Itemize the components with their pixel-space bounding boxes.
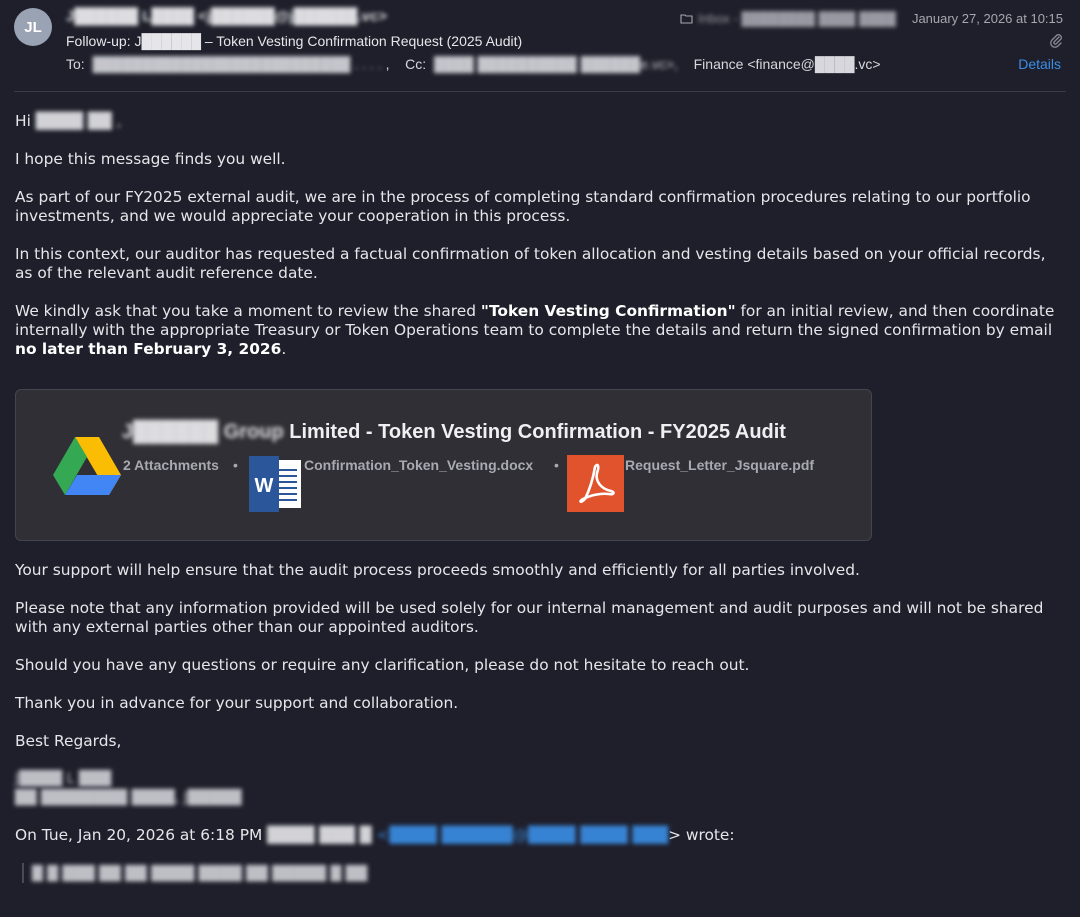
signature-name: J████ L ███ xyxy=(15,771,112,787)
attachment-card[interactable] xyxy=(15,389,872,541)
signature xyxy=(15,770,242,808)
p4-bold-deadline: no later than February 3, 2026 xyxy=(15,340,282,358)
greeting-name: ████ ██ , xyxy=(35,112,122,130)
sender-avatar[interactable]: JL xyxy=(14,8,52,46)
greeting xyxy=(15,112,1055,131)
p4-bold-doc-name: "Token Vesting Confirmation" xyxy=(480,302,736,320)
attachment-card-title[interactable] xyxy=(122,421,786,444)
quote-bar xyxy=(22,863,24,883)
message-date: January 27, 2026 at 10:15 xyxy=(911,11,1063,26)
sender-field[interactable] xyxy=(66,8,387,25)
paragraph-3: In this context, our auditor has requested a factual confirmation of token allocation and vesting details based on your official records, as of the relevant audit reference date. xyxy=(15,245,1046,282)
paragraph-5: Your support will help ensure that the audit process proceeds smoothly and efficiently for all parties involved. xyxy=(15,561,860,579)
google-drive-icon xyxy=(53,435,121,495)
quoted-text: █ █ ███ ██ ██ ████ ████ ██ █████ █ ██ xyxy=(32,866,368,882)
cc-label: Cc: xyxy=(405,56,427,72)
attachment-count: 2 Attachments xyxy=(123,457,219,473)
paperclip-icon[interactable] xyxy=(1049,33,1063,49)
quoted-sender-email-link[interactable]: <████ ██████@████ ████ ███ xyxy=(376,826,669,844)
quoted-suffix: > wrote: xyxy=(668,826,735,844)
separator-dot: • xyxy=(554,457,559,473)
cc-recipient[interactable]: ████ ██████████ ██████e.vc>, xyxy=(434,56,678,72)
attachment-docx[interactable]: Confirmation_Token_Vesting.docx xyxy=(304,457,534,473)
message-header xyxy=(0,0,1080,92)
details-link[interactable]: Details xyxy=(1018,56,1061,72)
mailbox-label: Inbox - ████████ ████ ████ xyxy=(698,11,896,26)
paragraph-7: Should you have any questions or require any clarification, please do not hesitate to reach out. xyxy=(15,656,750,674)
p4-text-e: . xyxy=(281,340,287,358)
paragraph-8: Thank you in advance for your support and collaboration. xyxy=(15,694,459,712)
message-subject: Follow-up: J██████ – Token Vesting Confirmation Request (2025 Audit) xyxy=(66,33,523,49)
word-doc-icon[interactable] xyxy=(247,456,303,512)
folder-icon xyxy=(680,13,693,24)
mailbox-indicator[interactable] xyxy=(680,11,896,26)
p4-text-a: We kindly ask that you take a moment to review the shared xyxy=(15,302,481,320)
paragraph-6: Please note that any information provided will be used solely for our internal management and audit purposes and will not be shared with any external parties other than our appointed auditors. xyxy=(15,599,1044,636)
sender-address: J██████ L████ <j██████@j██████.vc> xyxy=(66,8,387,25)
header-divider xyxy=(14,91,1066,92)
attachment-pdf[interactable]: Request_Letter_Jsquare.pdf xyxy=(625,457,815,473)
card-title-company: J██████ Group xyxy=(122,421,284,443)
paragraph-1: I hope this message finds you well. xyxy=(15,150,286,168)
to-recipient[interactable]: ██████████████████████████ . . . . xyxy=(92,56,382,72)
paragraph-2: As part of our FY2025 external audit, we are in the process of completing standard confirmation procedures relating to our portfolio investments, and we would appreciate your cooperation in this process. xyxy=(15,188,1031,225)
recipients-row xyxy=(66,56,885,72)
cc-finance-recipient[interactable]: Finance <finance@████.vc> xyxy=(693,56,881,72)
paragraph-4 xyxy=(15,302,1055,359)
svg-text:W: W xyxy=(254,475,274,497)
quoted-header xyxy=(15,826,735,845)
greeting-prefix: Hi xyxy=(15,112,31,130)
separator-dot: • xyxy=(233,457,238,473)
message-body-continued xyxy=(15,561,1055,770)
sign-off: Best Regards, xyxy=(15,732,122,750)
card-title-rest: Limited - Token Vesting Confirmation - FY2025 Audit xyxy=(283,421,786,443)
pdf-icon[interactable] xyxy=(567,455,624,512)
to-separator: , xyxy=(385,56,390,72)
p4-text-c: for an initial review, and then coordinate internally with the appropriate Treasury or Token Operations team to complete the details and return the signed confirmation by email xyxy=(15,302,1055,339)
message-body xyxy=(15,112,1055,378)
to-label: To: xyxy=(66,56,85,72)
quoted-sender-name: ████ ███ █ xyxy=(267,826,372,844)
quoted-prefix: On Tue, Jan 20, 2026 at 6:18 PM xyxy=(15,826,263,844)
signature-title: ██ ████████ ████, J█████ xyxy=(15,790,242,806)
